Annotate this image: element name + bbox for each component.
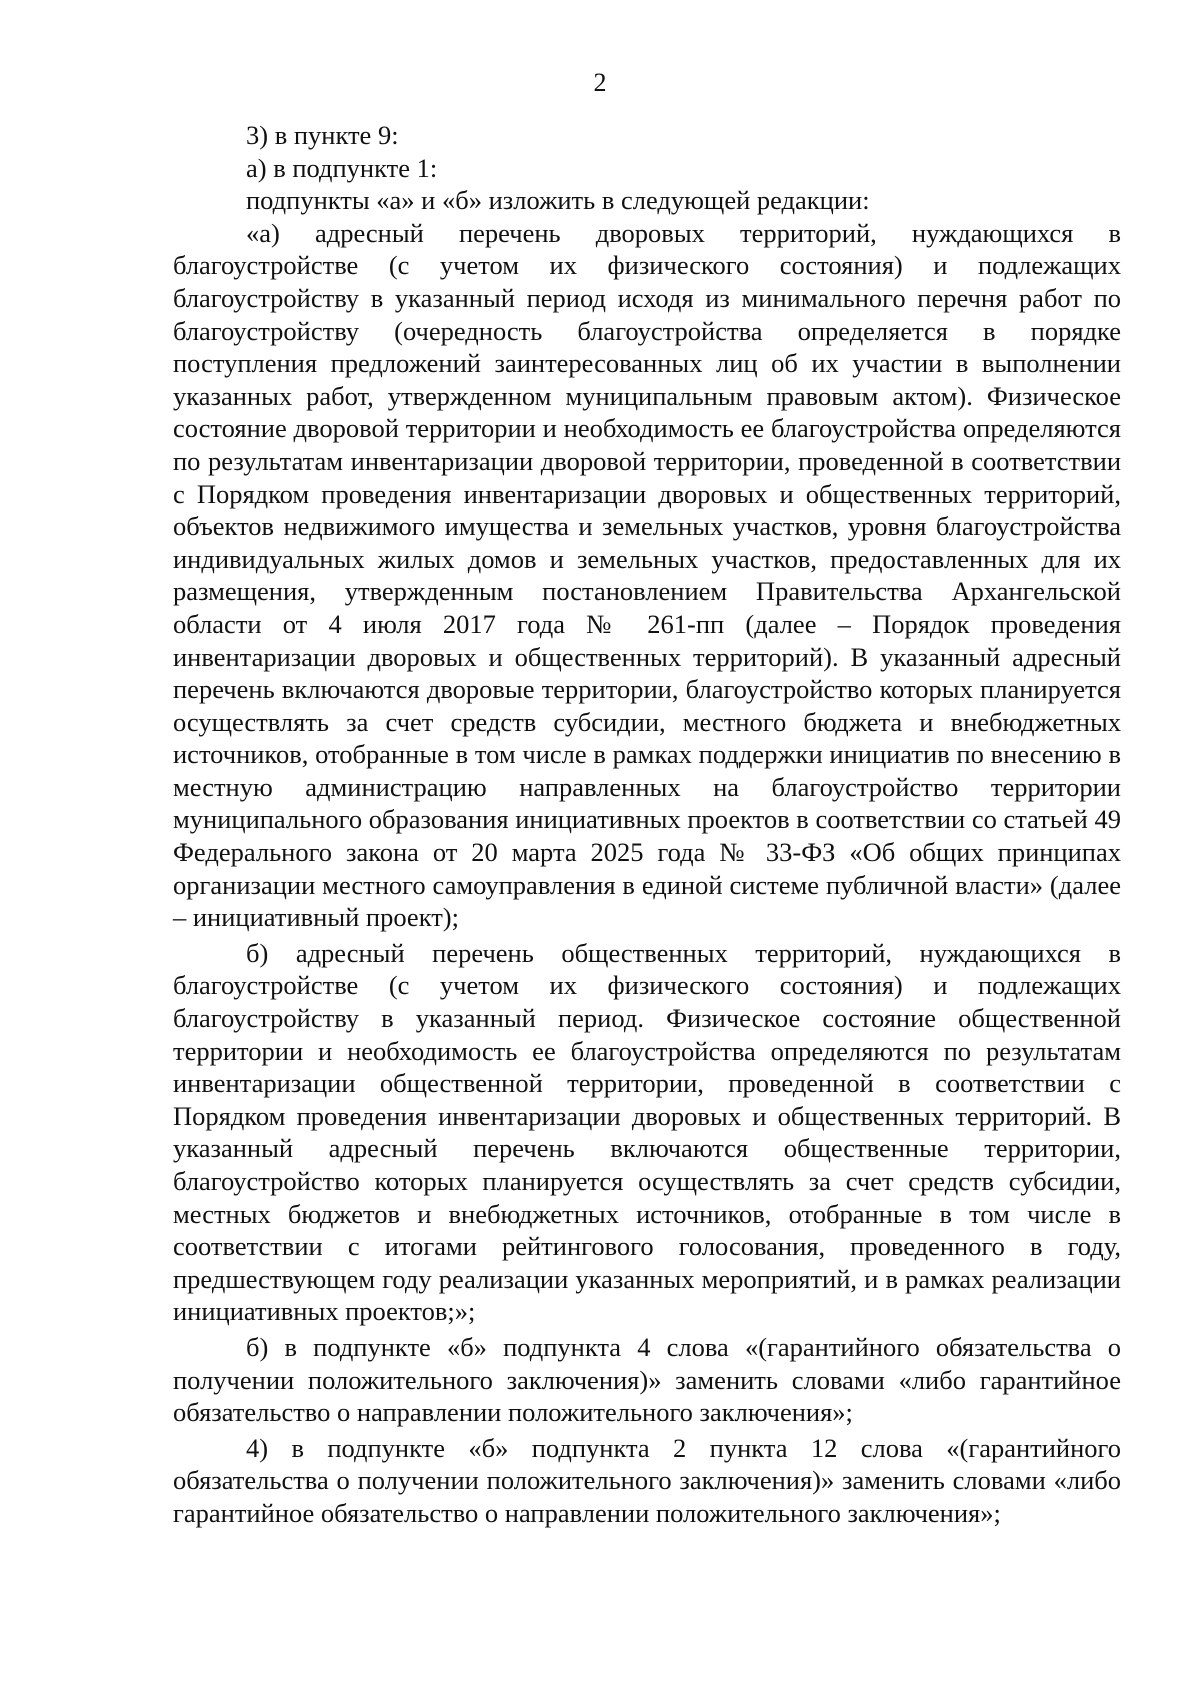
paragraph-item-3: 3) в пункте 9: — [246, 120, 399, 150]
paragraph-subitem-a: а) в подпункте 1: — [246, 152, 438, 183]
page-number: 2 — [593, 68, 607, 97]
paragraph-subpoint-b-text: б) адресный перечень общественных территорий, нуждающихся в благоустройстве (с учетом их физического состояния) и подлежащих благоустройству в указанный период. Физическое состояние общественной территории и необходимость ее благоустройства определяются по результатам инвентаризации общественной территории, проведенной в соответствии с Порядком проведения инвентаризации дворовых и общественных территорий. В указанный адресный перечень включаются общественные территории, благоустройство которых планируется осуществлять за счет средств субсидии, местных бюджетов и внебюджетных источников, отобранные в том числе в соответствии с итогами рейтингового голосования, проведенного в году, предшествующем году реализации указанных мероприятий, и в рамках реализации инициативных проектов;»; — [173, 937, 1121, 1327]
paragraph-instruction: подпункты «а» и «б» изложить в следующей редакции: — [246, 185, 870, 216]
paragraph-subpoint-a-text: «а) адресный перечень дворовых территорий, нуждающихся в благоустройстве (с учетом их физического состояния) и подлежащих благоустройству в указанный период исходя из минимального перечня работ по благоустройству (очередность благоустройства определяется в порядке поступления предложений заинтересованных лиц об их участии в выполнении указанных работ, утвержденном муниципальным правовым актом). Физическое состояние дворовой территории и необходимость ее благоустройства определяются по результатам инвентаризации дворовой территории, проведенной в соответствии с Порядком проведения инвентаризации дворовых и общественных территорий, объектов недвижимого имущества и земельных участков, уровня благоустройства индивидуальных жилых домов и земельных участков, предоставленных для их размещения, утвержденным постановлением Правительства Архангельской области от 4 июля 2017 года № 261-пп (далее – Порядок проведения инвентаризации дворовых и общественных территорий). В указанный адресный перечень включаются дворовые территории, благоустройство которых планируется осуществлять за счет средств субсидии, местного бюджета и внебюджетных источников, отобранные в том числе в рамках поддержки инициатив по внесению в местную администрацию направленных на благоустройство территории муниципального образования инициативных проектов в соответствии со статьей 49 Федерального закона от 20 марта 2025 года № 33-ФЗ «Об общих принципах организации местного самоуправления в единой системе публичной власти» (далее – инициативный проект); — [173, 217, 1121, 933]
paragraph-subitem-b: б) в подпункте «б» подпункта 4 слова «(гарантийного обязательства о получении положительного заключения)» заменить словами «либо гарантийное обязательство о направлении положительного заключения»; — [173, 1331, 1121, 1428]
document-body — [173, 119, 1121, 1530]
paragraph-item-4: 4) в подпункте «б» подпункта 2 пункта 12 слова «(гарантийного обязательства о получении положительного заключения)» заменить словами «либо гарантийное обязательство о направлении положительного заключения»; — [173, 1432, 1121, 1528]
